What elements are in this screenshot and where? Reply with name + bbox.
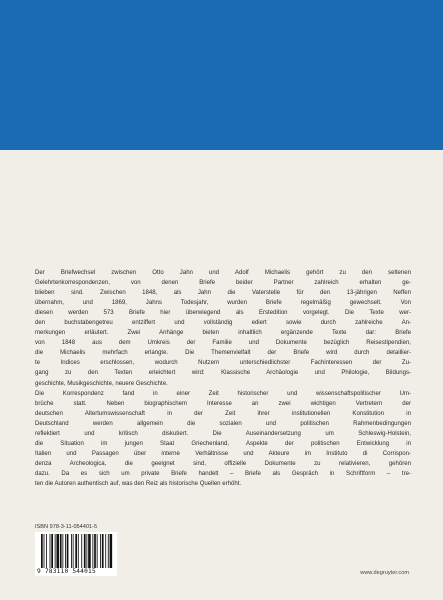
barcode-bar [56, 534, 59, 568]
isbn-barcode [35, 532, 117, 576]
blurb-line: dazu. Da es sich um private Briefe handelt – Briefe als Gespräch in Schriftform – tre- [35, 470, 411, 477]
barcode-bars [41, 534, 113, 568]
barcode-bar [94, 534, 96, 568]
barcode-bar [100, 534, 101, 568]
blurb-line: Gelehrtenkorrespondenzen, von denen Briefe beider Partner zahlreich erhalten ge- [35, 280, 411, 287]
blurb-line: von 1848 aus dem Umkreis der Familie und Dokumente bezüglich Reisestipendien, [35, 340, 411, 347]
cover-top-band [0, 0, 443, 150]
blurb-line: denza Archeologica, die geeignet sind, offizielle Dokumente zu relativieren, gehören [35, 460, 411, 467]
barcode-bar [97, 534, 98, 568]
blurb-line: deutschen Altertumswissenschaft in der Zeit ihrer institutionellen Konstitution in [35, 410, 411, 417]
blurb-line: Die Korrespondenz fand in einer Zeit historischer und wissenschaftspolitischer Um- [35, 390, 411, 397]
barcode-bar [51, 534, 53, 568]
barcode-bar [65, 534, 66, 568]
blurb-line: geschichte, Musikgeschichte, neuere Geschichte. [35, 380, 168, 387]
barcode-bar [92, 534, 93, 568]
blurb-line: diesen werden 573 Briefe hier überwiegend als Erstedition vorgelegt. Die Texte wer- [35, 310, 411, 317]
blurb-line: brüche statt. Neben biographischem Interesse an zwei wichtigen Vertretern der [35, 400, 411, 407]
blurb-line: reflektiert und kritisch diskutiert. Die Auseinandersetzung um Schleswig-Holstein, [35, 430, 411, 437]
barcode-bar [84, 534, 86, 568]
blurb-line: te Indices erschlossen, wodurch Nutzern unterschiedlichster Fachinteressen der Zu- [35, 360, 411, 367]
blurb-line: merkungen erläutert. Zwei Anhänge bieten inhaltlich ergänzende Texte dar: Briefe [35, 330, 411, 337]
blurb-line: den buchstabengetreu entziffert und vollständig ediert sowie durch zahlreiche An- [35, 320, 411, 327]
barcode-bar [50, 534, 51, 568]
barcode-bar [67, 534, 69, 568]
barcode-bar [44, 534, 45, 568]
barcode-bar [60, 534, 62, 568]
isbn-label: ISBN 978-3-11-054401-5 [35, 524, 98, 530]
blurb-paragraph-1 [35, 268, 411, 389]
barcode-bar [86, 534, 87, 568]
blurb-line: die Situation im jungen Staat Griechenland, Aspekte der politischen Entwicklung in [35, 440, 411, 447]
blurb-line: blieben sind. Zwischen 1848, als Jahn die Vaterstelle für den 13-jährigen Neffen [35, 290, 411, 297]
barcode-digits: 9 783110 544015 [37, 568, 96, 575]
barcode-bar [105, 534, 106, 568]
blurb-line: Der Briefwechsel zwischen Otto Jahn und Adolf Michaelis gehört zu den seltenen [35, 270, 411, 276]
barcode-bar [88, 534, 91, 568]
blurb-paragraph-2 [35, 389, 411, 489]
blurb-line: Italien und Passagen über interne Verhältnisse und Akteure im Instituto di Corrispon- [35, 450, 411, 457]
blurb-line: übernahm, und 1869, Jahns Todesjahr, wurden Briefe regelmäßig gewechselt. Von [35, 300, 411, 307]
blurb-line: ten die Autoren authentisch auf, was den Reiz als historische Quellen erhöht. [35, 480, 242, 487]
barcode-bar [102, 534, 104, 568]
barcode-bar [78, 534, 79, 568]
barcode-bar [108, 534, 109, 568]
barcode-bar [81, 534, 82, 568]
back-cover-blurb [35, 268, 411, 489]
blurb-line: Deutschland werden allgemein die sozialen und politischen Rahmenbedingungen [35, 420, 411, 427]
blurb-line: die Michaelis mehrfach erlangte. Die Themenvielfalt der Briefe wird durch detaillier- [35, 350, 411, 357]
barcode-bar [75, 534, 77, 568]
barcode-bar [110, 534, 113, 568]
barcode-bar [62, 534, 63, 568]
barcode-bar [41, 534, 43, 568]
barcode-bar [71, 534, 72, 568]
barcode-bar [46, 534, 47, 568]
blurb-line: gang zu den Texten erleichtert wird: Klassische Archäologie und Philologie, Bildungs- [35, 370, 411, 377]
barcode-bar [73, 534, 74, 568]
barcode-bar [55, 534, 56, 568]
publisher-website: www.degruyter.com [360, 570, 409, 576]
